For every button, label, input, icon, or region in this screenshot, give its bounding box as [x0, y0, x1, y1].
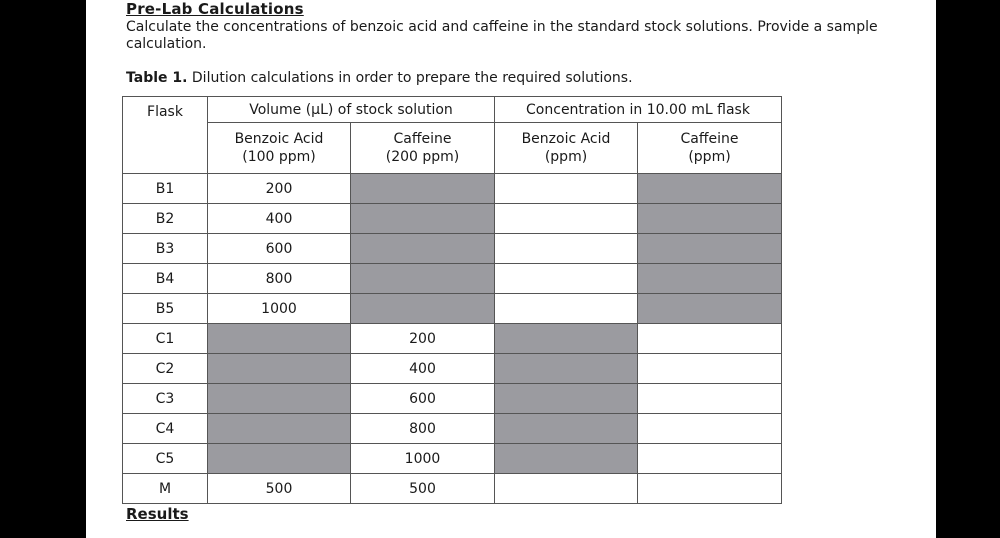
caffeine-volume-header-line2: (200 ppm)	[385, 149, 460, 165]
benzoic-volume-header-line2: (100 ppm)	[242, 149, 316, 165]
table-row	[123, 414, 782, 444]
benzoic-volume-header-line1: Benzoic Acid	[234, 131, 324, 147]
shaded-cell	[638, 204, 782, 234]
concentration-group-header: Concentration in 10.00 mL flask	[495, 97, 782, 123]
table-row	[123, 384, 782, 414]
flask-cell: C4	[123, 414, 208, 444]
shaded-cell	[495, 444, 638, 474]
dilution-table	[122, 96, 782, 504]
flask-cell: B2	[123, 204, 208, 234]
shaded-cell	[208, 324, 351, 354]
document-page	[86, 0, 936, 538]
benzoic-concentration-header-line1: Benzoic Acid	[521, 131, 611, 147]
shaded-cell	[495, 384, 638, 414]
table-caption-text: Dilution calculations in order to prepare the required solutions.	[191, 70, 633, 86]
shaded-cell	[351, 204, 495, 234]
caffeine-volume-cell: 1000	[351, 444, 495, 474]
flask-cell: M	[123, 474, 208, 504]
shaded-cell	[208, 414, 351, 444]
shaded-cell	[495, 354, 638, 384]
flask-cell: B5	[123, 294, 208, 324]
flask-cell: B3	[123, 234, 208, 264]
benzoic-concentration-cell[interactable]	[495, 174, 638, 204]
caffeine-volume-cell: 400	[351, 354, 495, 384]
flask-column-header: Flask	[123, 97, 208, 174]
shaded-cell	[638, 234, 782, 264]
shaded-cell	[495, 414, 638, 444]
caffeine-concentration-header-line2: (ppm)	[688, 149, 731, 165]
benzoic-concentration-cell[interactable]	[495, 234, 638, 264]
caffeine-concentration-cell[interactable]	[638, 324, 782, 354]
table-row	[123, 204, 782, 234]
benzoic-volume-cell: 1000	[208, 294, 351, 324]
benzoic-volume-header	[208, 123, 351, 174]
shaded-cell	[208, 354, 351, 384]
flask-cell: B1	[123, 174, 208, 204]
benzoic-volume-cell: 200	[208, 174, 351, 204]
benzoic-concentration-cell[interactable]	[495, 204, 638, 234]
caffeine-concentration-header	[638, 123, 782, 174]
table-row	[123, 444, 782, 474]
caffeine-concentration-cell[interactable]	[638, 414, 782, 444]
volume-group-header: Volume (µL) of stock solution	[208, 97, 495, 123]
caffeine-concentration-cell[interactable]	[638, 444, 782, 474]
benzoic-volume-cell: 400	[208, 204, 351, 234]
prelab-heading: Pre-Lab Calculations	[126, 0, 304, 18]
table-row	[123, 324, 782, 354]
flask-cell: C1	[123, 324, 208, 354]
benzoic-volume-cell: 500	[208, 474, 351, 504]
caffeine-volume-cell: 600	[351, 384, 495, 414]
caffeine-concentration-cell[interactable]	[638, 474, 782, 504]
caffeine-concentration-header-line1: Caffeine	[680, 131, 739, 147]
table-caption	[126, 70, 633, 86]
shaded-cell	[638, 294, 782, 324]
table-row	[123, 474, 782, 504]
table-row	[123, 234, 782, 264]
shaded-cell	[495, 324, 638, 354]
shaded-cell	[208, 384, 351, 414]
flask-cell: C2	[123, 354, 208, 384]
caffeine-volume-header	[351, 123, 495, 174]
benzoic-concentration-header-line2: (ppm)	[544, 149, 588, 165]
shaded-cell	[351, 294, 495, 324]
benzoic-concentration-cell[interactable]	[495, 294, 638, 324]
shaded-cell	[208, 444, 351, 474]
shaded-cell	[351, 264, 495, 294]
shaded-cell	[351, 174, 495, 204]
shaded-cell	[351, 234, 495, 264]
benzoic-concentration-cell[interactable]	[495, 264, 638, 294]
table-row	[123, 264, 782, 294]
caffeine-volume-header-line1: Caffeine	[393, 131, 452, 147]
benzoic-concentration-header	[495, 123, 638, 174]
caffeine-volume-cell: 800	[351, 414, 495, 444]
flask-cell: B4	[123, 264, 208, 294]
caffeine-concentration-cell[interactable]	[638, 354, 782, 384]
table-row	[123, 294, 782, 324]
instructions-text: Calculate the concentrations of benzoic acid and caffeine in the standard stock solutions. Provide a sample calculation.	[126, 19, 878, 52]
shaded-cell	[638, 264, 782, 294]
caffeine-volume-cell: 500	[351, 474, 495, 504]
table-row	[123, 174, 782, 204]
benzoic-volume-cell: 600	[208, 234, 351, 264]
table-row	[123, 354, 782, 384]
caffeine-concentration-cell[interactable]	[638, 384, 782, 414]
caffeine-volume-cell: 200	[351, 324, 495, 354]
shaded-cell	[638, 174, 782, 204]
benzoic-concentration-cell[interactable]	[495, 474, 638, 504]
results-heading: Results	[126, 505, 189, 523]
flask-cell: C5	[123, 444, 208, 474]
flask-cell: C3	[123, 384, 208, 414]
table-caption-label: Table 1.	[126, 70, 188, 86]
benzoic-volume-cell: 800	[208, 264, 351, 294]
